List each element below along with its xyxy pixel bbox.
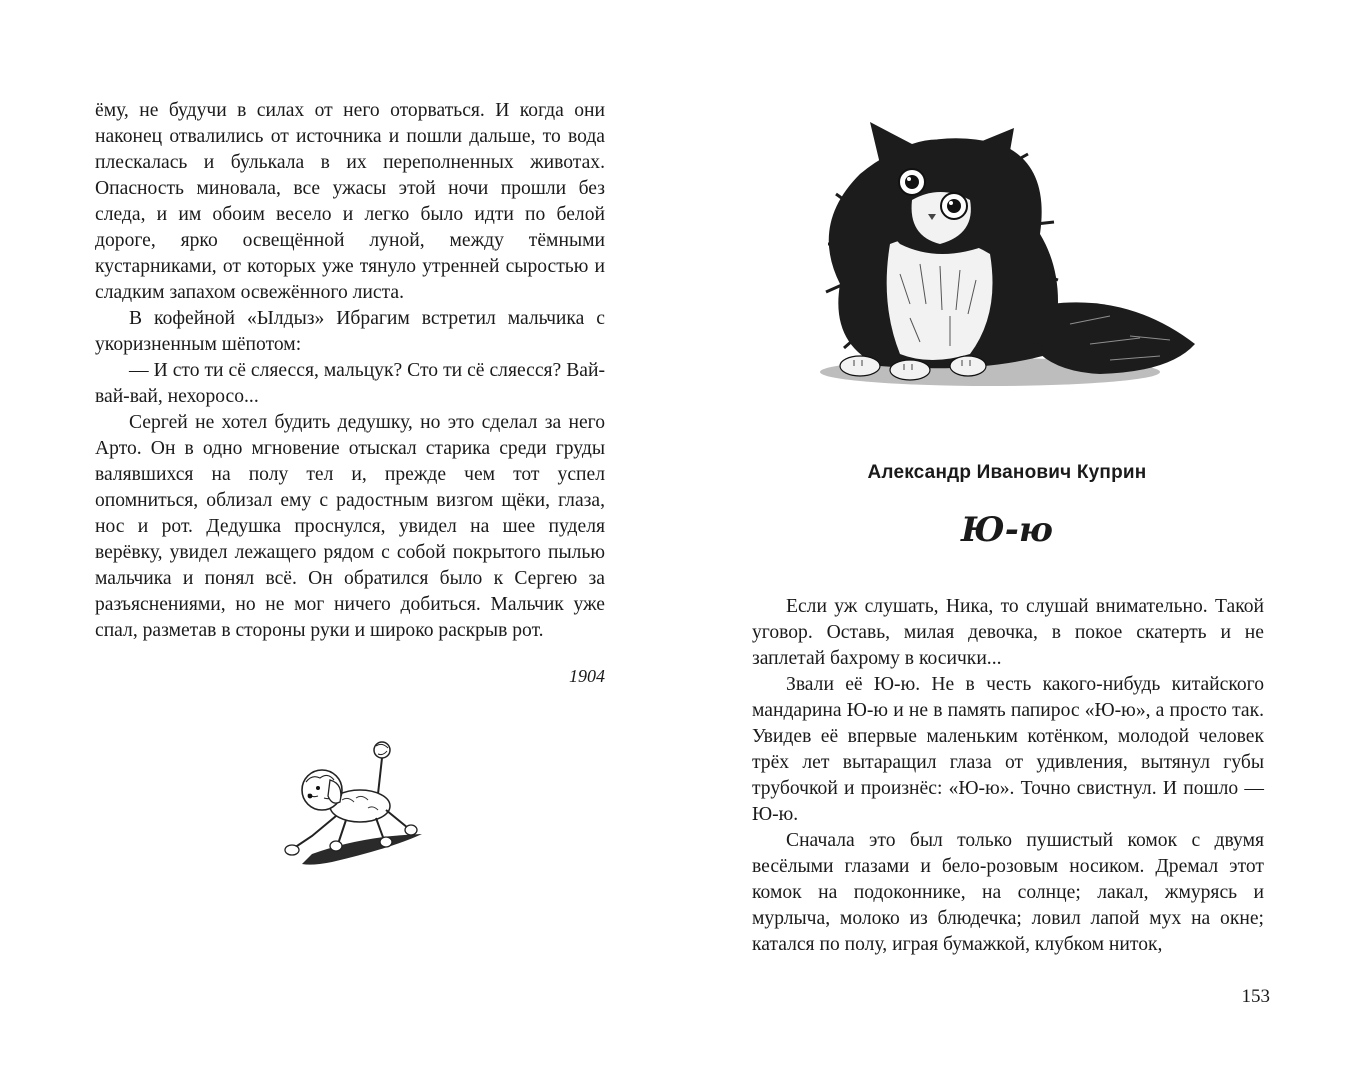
page-number: 153 [1241,986,1270,1007]
right-paragraph-1: Если уж слушать, Ника, то слушай внимательно. Такой уговор. Оставь, милая девочка, в покое скатерть и не заплетай бахрому в косички... [752,596,1264,669]
author-name: Александр Иванович Куприн [867,462,1147,483]
right-page-text [752,594,1264,958]
left-paragraph-3: — И сто ти сё сляесся, мальцук? Сто ти сё сляесся? Вай-вай-вай, нехоросо... [95,360,605,407]
left-page-text [95,98,605,687]
right-paragraph-3: Сначала это был только пушистый комок с двумя весёлыми глазами и бело-розовым носиком. Дремал этот комок на подоконнике, на солнце; лакал, жмурясь и мурлыча, молоко из блюдечка; ловил лапой мух на окне; катался по полу, играя бумажкой, клубком ниток, [752,830,1264,955]
left-paragraph-4: Сергей не хотел будить дедушку, но это сделал за него Арто. Он в одно мгновение отыскал старика среди груды валявшихся на полу тел и, прежде чем тот успел опомниться, облизал ему с радостным визгом щёки, глаза, нос и рот. Дедушка проснулся, увидел на шее пуделя верёвку, увидел лежащего рядом с собой покрытого пылью мальчика и понял всё. Он обратился было к Сергею за разъяснениями, но не мог ничего добиться. Мальчик уже спал, разметав в стороны руки и широко раскрыв рот. [95,412,605,641]
left-paragraph-1: ёму, не будучи в силах от него оторваться. И когда они наконец отвалились от источника и пошли дальше, то вода плескалась и булькала в их переполненных животах. Опасность миновала, все ужасы этой ночи прошли без следа, и им обоим весело и легко было идти по белой дороге, ярко освещённой луной, между тёмными кустарниками, от которых уже тянуло утренней сыростью и сладким запахом освежённого листа. [95,100,605,303]
year-date: 1904 [569,666,605,686]
right-paragraph-2: Звали её Ю-ю. Не в честь какого-нибудь китайского мандарина Ю-ю и не в память папирос «Ю-ю», а просто так. Увидев её впервые маленьким котёнком, молодой человек трёх лет вытаращил глаза от удивления, вытянул губы трубочкой и произнёс: «Ю-ю». Точно свистнул. И пошло — Ю-ю. [752,674,1264,825]
poodle-illustration [272,736,432,876]
story-title: Ю-ю [961,510,1053,550]
left-paragraph-2: В кофейной «Ылдыз» Ибрагим встретил мальчика с укоризненным шёпотом: [95,308,605,355]
cat-illustration [800,104,1200,394]
